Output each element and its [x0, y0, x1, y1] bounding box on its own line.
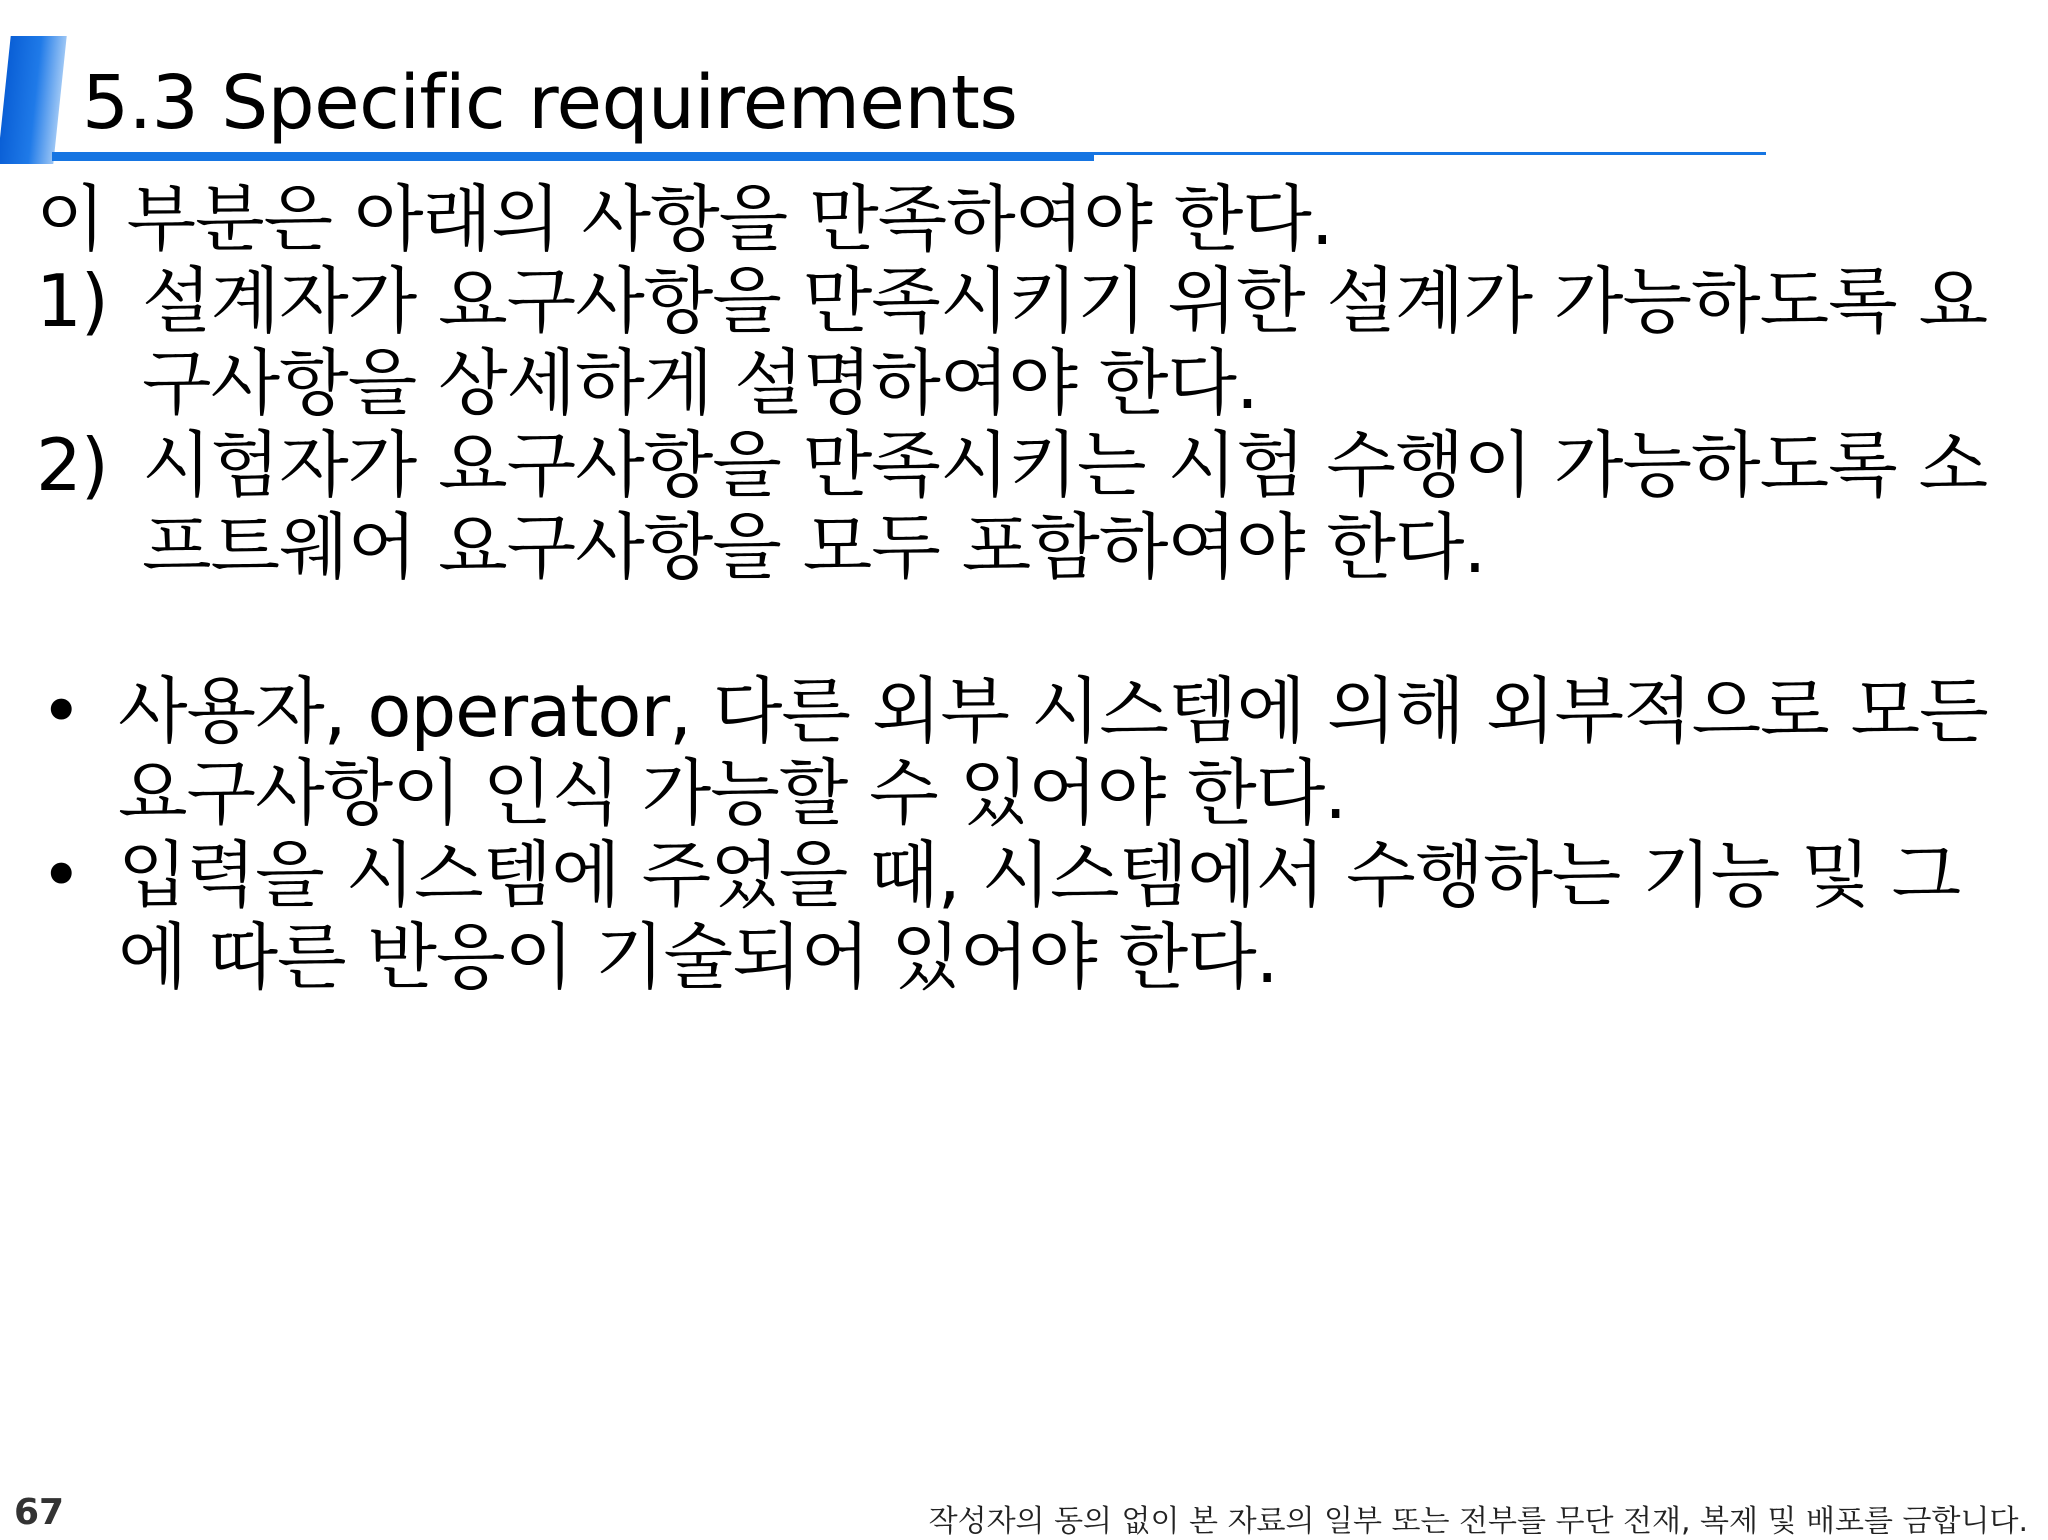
page-number: 67: [14, 1492, 65, 1533]
bullet-icon: •: [40, 669, 82, 753]
spacer: [36, 588, 2016, 670]
bullet-text: 입력을 시스템에 주었을 때, 시스템에서 수행하는 기능 및 그에 따른 반응이 기술되어 있어야 한다.: [118, 833, 1961, 999]
bullet-icon: •: [40, 833, 82, 917]
slide-title: 5.3 Specific requirements: [82, 60, 1018, 146]
intro-text: 이 부분은 아래의 사항을 만족하여야 한다.: [36, 177, 1333, 261]
bullet-text: 사용자, operator, 다른 외부 시스템에 의해 외부적으로 모든 요구사항이 인식 가능할 수 있어야 한다.: [118, 669, 1988, 835]
numbered-item: [36, 260, 2016, 424]
slide-body: [36, 178, 2016, 998]
item-number: 2): [36, 423, 108, 507]
bullet-item: [36, 834, 2016, 998]
title-underline-thick: [52, 152, 1094, 161]
item-text: 설계자가 요구사항을 만족시키기 위한 설계가 가능하도록 요구사항을 상세하게 설명하여야 한다.: [142, 259, 1988, 425]
title-accent-bar: [0, 36, 67, 164]
numbered-item: [36, 424, 2016, 588]
item-text: 시험자가 요구사항을 만족시키는 시험 수행이 가능하도록 소프트웨어 요구사항을 모두 포함하여야 한다.: [142, 423, 1988, 589]
copyright-notice: 작성자의 동의 없이 본 자료의 일부 또는 전부를 무단 전재, 복제 및 배포를 금합니다.: [928, 1504, 2028, 1539]
title-underline-thin: [1094, 152, 1766, 155]
bullet-item: [36, 670, 2016, 834]
item-number: 1): [36, 259, 108, 343]
